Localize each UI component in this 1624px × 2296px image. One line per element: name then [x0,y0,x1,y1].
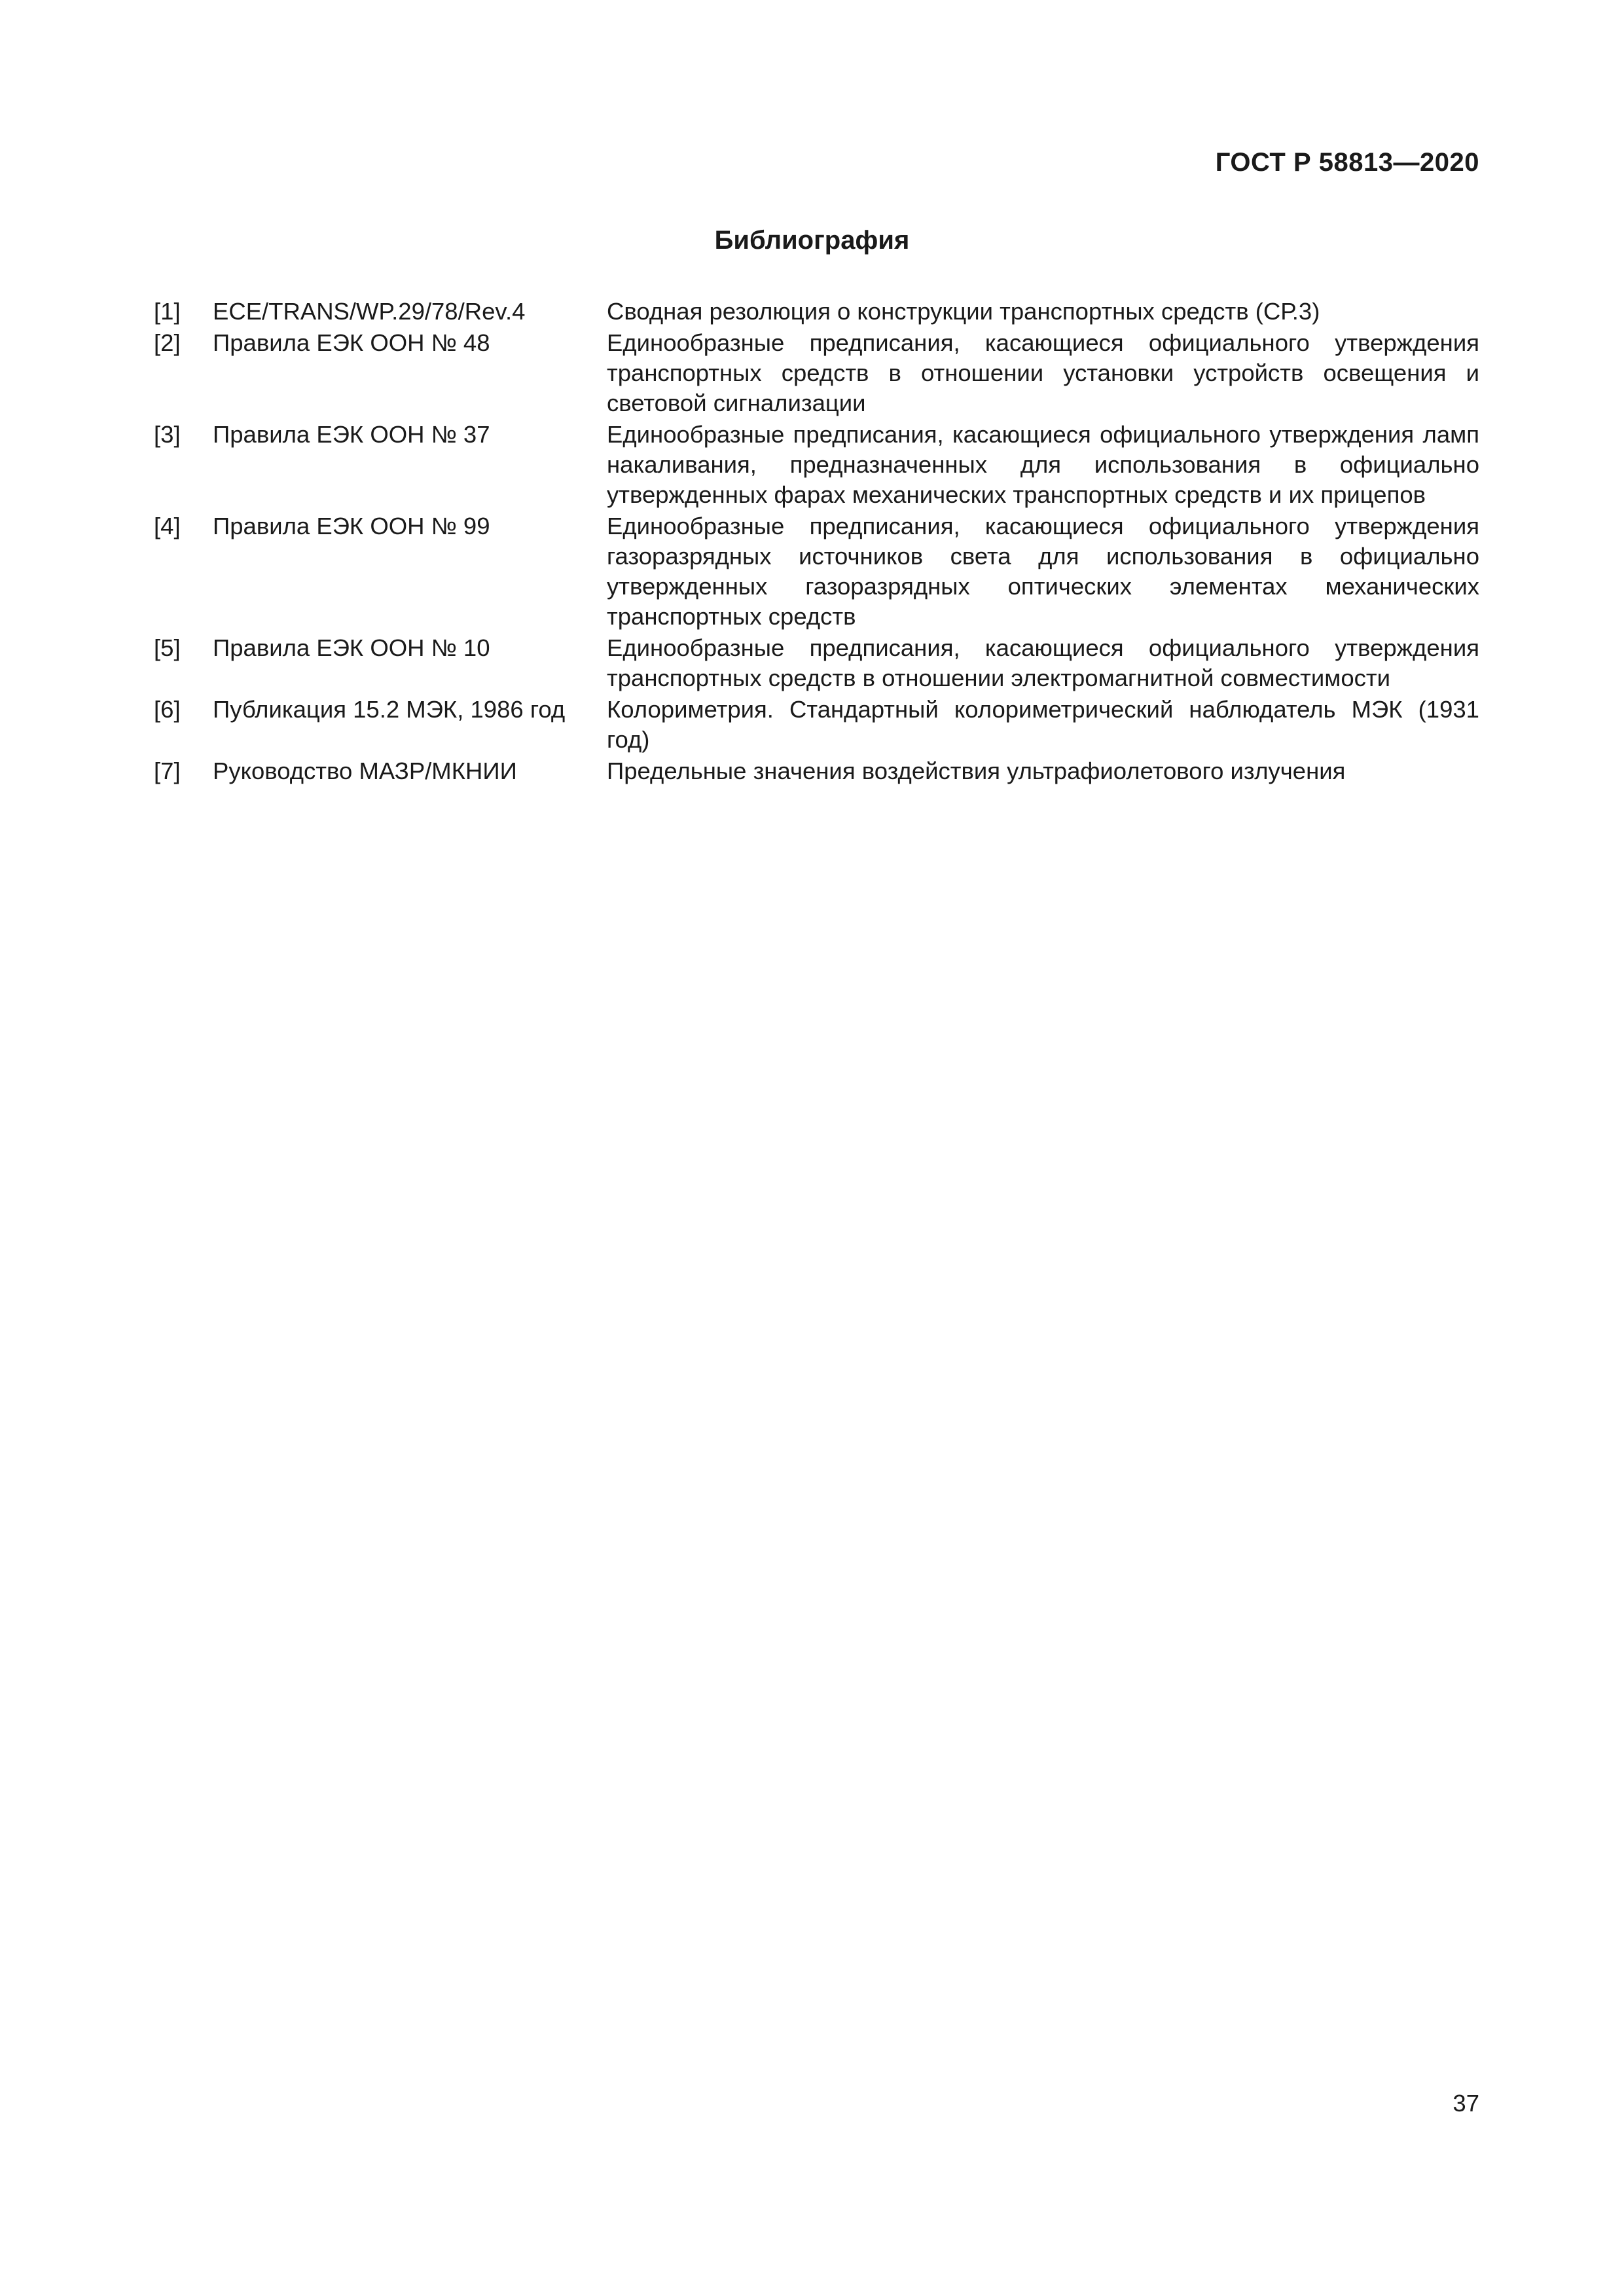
bibliography-entry [154,328,1479,418]
entry-number: [5] [154,634,181,661]
entry-description: Сводная резолюция о конструкции транспортных средств (СР.3) [607,298,1320,325]
entry-description: Предельные значения воздействия ультрафиолетового излучения [607,757,1346,784]
entry-number: [2] [154,329,181,356]
entry-source: Правила ЕЭК ООН № 37 [213,421,490,448]
bibliography-list [154,297,1479,788]
entry-description: Единообразные предписания, касающиеся официального утверждения газоразрядных источников света для использования в официально утвержденных газоразрядных оптических элементах механических транспортных средств [607,513,1479,630]
bibliography-entry [154,756,1479,786]
entry-number: [4] [154,513,181,539]
entry-source: Правила ЕЭК ООН № 48 [213,329,490,356]
section-title: Библиография [714,226,910,255]
bibliography-entry [154,633,1479,693]
entry-source: Правила ЕЭК ООН № 99 [213,513,490,539]
page-number: 37 [1453,2090,1479,2117]
entry-source: Правила ЕЭК ООН № 10 [213,634,490,661]
entry-source: Публикация 15.2 МЭК, 1986 год [213,696,566,723]
bibliography-entry [154,297,1479,327]
entry-source: ECE/TRANS/WP.29/78/Rev.4 [213,298,526,325]
entry-description: Единообразные предписания, касающиеся официального утверждения ламп накаливания, предназначенных для использования в официально утвержденных фарах механических транспортных средств и их прицепов [607,421,1479,508]
entry-description: Колориметрия. Стандартный колориметрический наблюдатель МЭК (1931 год) [607,696,1479,753]
entry-number: [7] [154,757,181,784]
bibliography-entry [154,695,1479,755]
entry-number: [6] [154,696,181,723]
entry-description: Единообразные предписания, касающиеся официального утверждения транспортных средств в отношении установки устройств освещения и световой сигнализации [607,329,1479,416]
entry-number: [1] [154,298,181,325]
entry-description: Единообразные предписания, касающиеся официального утверждения транспортных средств в отношении электромагнитной совместимости [607,634,1479,691]
entry-number: [3] [154,421,181,448]
bibliography-entry [154,511,1479,632]
bibliography-entry [154,420,1479,510]
document-code: ГОСТ Р 58813—2020 [1215,148,1479,177]
entry-source: Руководство МАЗР/МКНИИ [213,757,517,784]
